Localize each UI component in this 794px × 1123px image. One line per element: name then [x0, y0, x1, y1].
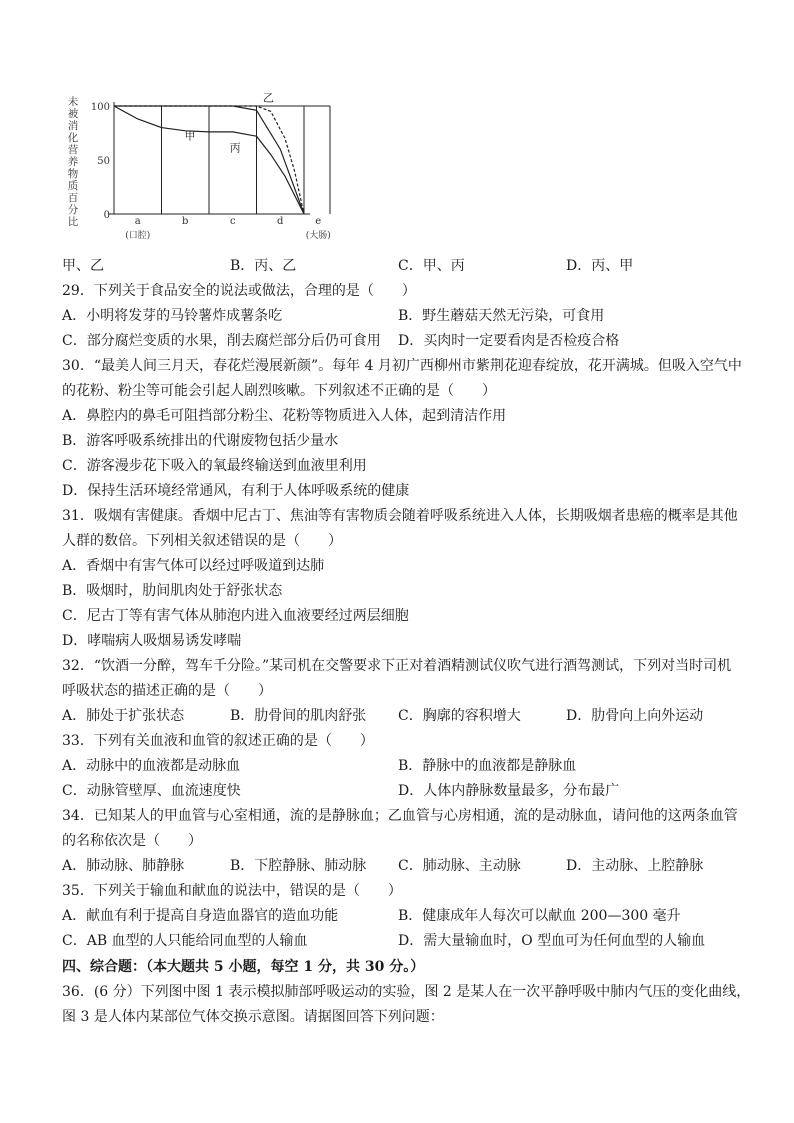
q29-stem: 29．下列关于食品安全的说法或做法，合理的是（ ） — [62, 283, 416, 299]
q35-option-b: B．健康成年人每次可以献血 200—300 毫升 — [398, 908, 681, 924]
series-label: 甲 — [184, 129, 196, 143]
q31-option-a: A．香烟中有害气体可以经过呼吸道到达肺 — [62, 558, 325, 574]
q34-stem-line1: 34．已知某人的甲血管与心室相通，流的是静脉血；乙血管与心房相通，流的是动脉血，请问他的这两条血管 — [62, 808, 738, 824]
q28-option-b: B．丙、乙 — [230, 258, 297, 274]
q29-option-a: A．小明将发芽的马铃薯炸成薯条吃 — [62, 308, 283, 324]
q30-stem-line2: 的花粉、粉尘等可能会引起人剧烈咳嗽。下列叙述不正确的是（ ） — [62, 383, 496, 399]
q31-stem-line2: 人群的数倍。下列相关叙述错误的是（ ） — [62, 533, 342, 549]
q28-option-c: C．甲、丙 — [398, 258, 465, 274]
q35-option-a: A．献血有利于提高自身造血器官的造血功能 — [62, 908, 339, 924]
q35-option-c: C．AB 血型的人只能给同血型的人输血 — [62, 933, 308, 949]
q32-option-b: B．肋骨间的肌肉舒张 — [230, 708, 367, 724]
q33-option-a: A．动脉中的血液都是动脉血 — [62, 758, 241, 774]
q32-option-d: D．肋骨向上向外运动 — [566, 708, 704, 724]
section-heading: 四、综合题：（本大题共 5 小题，每空 1 分，共 30 分。） — [62, 959, 425, 975]
x-tick-label: c — [229, 216, 236, 227]
y-tick-label: 100 — [90, 102, 110, 113]
q36-line1: 36．(6 分）下列图中图 1 表示模拟肺部呼吸运动的实验，图 2 是某人在一次平静呼吸中肺内气压的变化曲线， — [62, 984, 751, 1000]
q34-option-c: C．肺动脉、主动脉 — [398, 858, 521, 874]
q34-option-b: B．下腔静脉、肺动脉 — [230, 858, 367, 874]
q34-stem-line2: 的名称依次是（ ） — [62, 833, 202, 849]
q29-option-c: C．部分腐烂变质的水果，削去腐烂部分后仍可食用 — [62, 333, 381, 349]
q30-stem-line1: 30．“最美人间三月天，春花烂漫展新颜”。每年 4 月初广西柳州市紫荆花迎春绽放，花开满城。但吸入空气中 — [62, 358, 742, 374]
q36-line2: 图 3 是人体内某部位气体交换示意图。请据图回答下列问题： — [62, 1009, 444, 1025]
x-note-mouth: (口腔) — [125, 231, 151, 241]
q31-option-b: B．吸烟时，肋间肌肉处于舒张状态 — [62, 583, 283, 599]
series-label: 丙 — [229, 141, 241, 155]
x-tick-label: a — [134, 216, 141, 227]
x-tick-label: e — [315, 216, 322, 227]
q32-stem-line2: 呼吸状态的描述正确的是（ ） — [62, 683, 272, 699]
q33-option-c: C．动脉管壁厚、血流速度快 — [62, 783, 241, 799]
q35-option-d: D．需大量输血时，O 型血可为任何血型的人输血 — [398, 933, 706, 949]
q32-option-a: A．肺处于扩张状态 — [62, 708, 185, 724]
q33-option-d: D．人体内静脉数量最多，分布最广 — [398, 783, 620, 799]
q30-option-a: A．鼻腔内的鼻毛可阻挡部分粉尘、花粉等物质进入人体，起到清洁作用 — [62, 408, 507, 424]
y-tick-label: 0 — [103, 210, 110, 221]
x-tick-label: b — [182, 216, 189, 227]
q33-option-b: B．静脉中的血液都是静脉血 — [398, 758, 577, 774]
chart-y-axis-label: 未 被 消 化 营 养 物 质 百 分 比 — [67, 96, 79, 228]
q31-option-c: C．尼古丁等有害气体从肺泡内进入血液要经过两层细胞 — [62, 608, 409, 624]
q33-stem: 33．下列有关血液和血管的叙述正确的是（ ） — [62, 733, 374, 749]
q30-option-d: D．保持生活环境经常通风，有利于人体呼吸系统的健康 — [62, 483, 410, 499]
q31-option-d: D．哮喘病人吸烟易诱发哮喘 — [62, 633, 242, 649]
q30-option-b: B．游客呼吸系统排出的代谢废物包括少量水 — [62, 433, 339, 449]
q29-option-d: D．买肉时一定要看肉是否检疫合格 — [398, 333, 620, 349]
digestion-chart — [62, 91, 331, 242]
q30-option-c: C．游客漫步花下吸入的氧最终输送到血液里利用 — [62, 458, 367, 474]
q28-option-a: 甲、乙 — [62, 258, 104, 274]
q28-option-d: D．丙、甲 — [566, 258, 634, 274]
series-label: 乙 — [262, 91, 274, 105]
x-tick-label: d — [277, 216, 284, 227]
q34-option-d: D．主动脉、上腔静脉 — [566, 858, 704, 874]
q29-option-b: B．野生蘑菇天然无污染，可食用 — [398, 308, 605, 324]
q35-stem: 35．下列关于输血和献血的说法中，错误的是（ ） — [62, 883, 402, 899]
q32-stem-line1: 32．“饮酒一分醉，驾车千分险。”某司机在交警要求下正对着酒精测试仪吹气进行酒驾测试，下列对当时司机 — [62, 658, 732, 674]
x-note-large-intestine: (大肠) — [305, 231, 331, 241]
q34-option-a: A．肺动脉、肺静脉 — [62, 858, 185, 874]
q32-option-c: C．胸廓的容积增大 — [398, 708, 521, 724]
y-tick-label: 50 — [97, 156, 110, 167]
q31-stem-line1: 31．吸烟有害健康。香烟中尼古丁、焦油等有害物质会随着呼吸系统进入人体，长期吸烟者患癌的概率是其他 — [62, 508, 738, 524]
